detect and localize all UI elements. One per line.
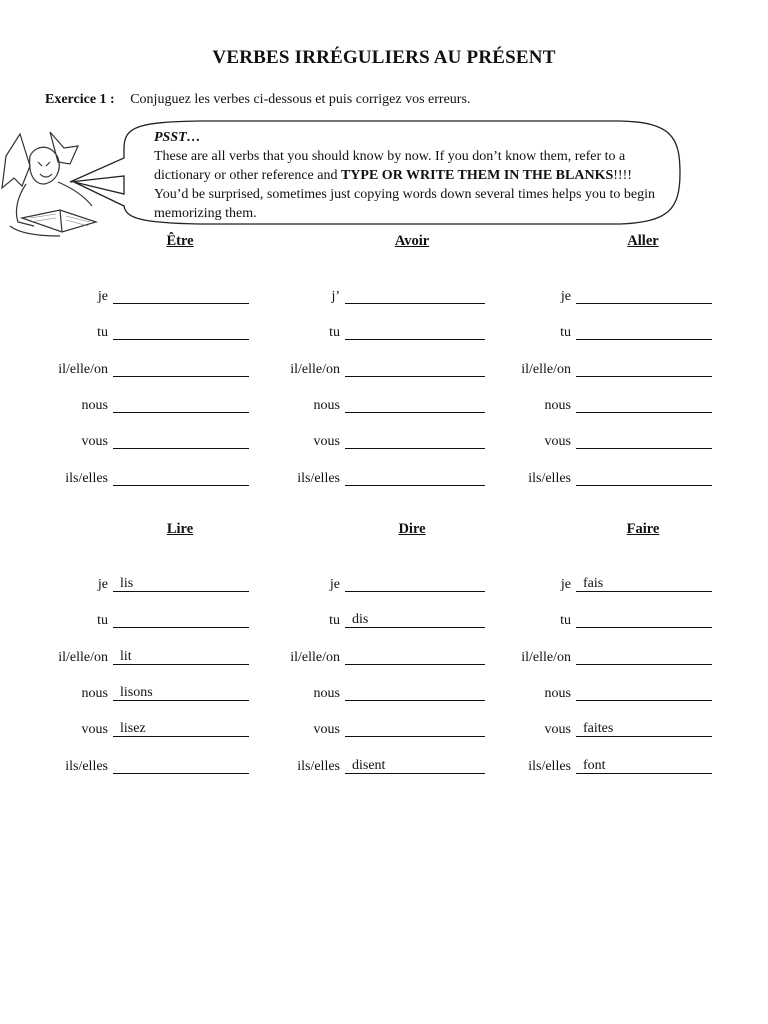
answer-blank[interactable]: font <box>576 757 712 774</box>
conjugation-row <box>463 396 571 416</box>
pronoun-label: il/elle/on <box>58 361 108 377</box>
pronoun-label: il/elle/on <box>521 649 571 665</box>
answer-blank[interactable] <box>113 611 249 628</box>
exercise-text: Conjuguez les verbes ci-dessous et puis corrigez vos erreurs. <box>130 92 471 107</box>
answer-blank[interactable] <box>113 287 249 304</box>
conjugation-row <box>463 469 571 489</box>
conjugation-row <box>463 323 571 343</box>
conjugation-row <box>0 684 153 704</box>
answer-blank[interactable]: faites <box>576 720 712 737</box>
pronoun-label: nous <box>544 685 571 701</box>
answer-blank[interactable] <box>576 684 712 701</box>
pronoun-label: tu <box>97 613 108 629</box>
verb-block-1 <box>0 233 240 493</box>
conjugation-row <box>232 360 340 380</box>
pronoun-label: ils/elles <box>528 470 571 486</box>
answer-blank[interactable] <box>576 648 712 665</box>
pronoun-label: je <box>97 289 108 304</box>
verb-block-5 <box>232 521 472 781</box>
answer-blank[interactable]: dis <box>345 611 485 628</box>
verb-title: Être <box>166 233 194 249</box>
conjugation-row <box>463 720 614 740</box>
bubble-text-part-2: !!!! You’d be surprised, sometimes just copying words down several times helps you to begin memorizing them. <box>154 168 655 221</box>
pronoun-label: tu <box>97 325 108 341</box>
answer-blank[interactable] <box>576 323 712 340</box>
answer-blank[interactable] <box>576 287 712 304</box>
pronoun-label: il/elle/on <box>290 361 340 377</box>
conjugation-row <box>463 684 571 704</box>
conjugation-row <box>232 469 340 489</box>
verb-title: Avoir <box>394 233 430 249</box>
pronoun-label: nous <box>313 397 340 413</box>
page-title: VERBES IRRÉGULIERS AU PRÉSENT <box>212 47 556 68</box>
verb-block-4 <box>0 521 240 781</box>
pronoun-label: je <box>97 577 108 592</box>
verb-block-2 <box>232 233 472 493</box>
pronoun-label: il/elle/on <box>58 649 108 665</box>
answer-blank[interactable]: lis <box>113 575 249 592</box>
answer-blank[interactable] <box>576 611 712 628</box>
pronoun-label: je <box>329 577 340 592</box>
pronoun-label: vous <box>313 434 340 450</box>
answer-blank[interactable]: lisons <box>113 684 249 701</box>
conjugation-row <box>232 287 340 307</box>
conjugation-row <box>232 323 340 343</box>
conjugation-row <box>232 611 369 631</box>
verb-title: Dire <box>398 521 426 537</box>
conjugation-row <box>232 684 340 704</box>
conjugation-row <box>232 575 340 595</box>
answer-blank[interactable] <box>113 757 249 774</box>
bubble-text-part-1: These are all verbs that you should know by now. If you don’t know them, refer to a dictionary or other reference and <box>154 149 626 183</box>
conjugation-row <box>0 396 108 416</box>
answer-blank[interactable] <box>113 396 249 413</box>
answer-blank[interactable]: fais <box>576 575 712 592</box>
conjugation-row <box>0 575 134 595</box>
verb-title: Faire <box>626 521 660 537</box>
verb-title: Lire <box>166 521 194 537</box>
pronoun-label: vous <box>544 722 571 738</box>
conjugation-row <box>463 757 606 777</box>
pronoun-label: tu <box>329 325 340 341</box>
pronoun-label: ils/elles <box>65 470 108 486</box>
pronoun-label: ils/elles <box>297 758 340 774</box>
pronoun-label: il/elle/on <box>521 361 571 377</box>
pronoun-label: vous <box>544 434 571 450</box>
conjugation-row <box>0 648 132 668</box>
pronoun-label: vous <box>81 434 108 450</box>
pronoun-label: j’ <box>331 289 340 304</box>
pronoun-label: nous <box>544 397 571 413</box>
answer-blank[interactable] <box>576 360 712 377</box>
conjugation-row <box>0 432 108 452</box>
answer-blank[interactable] <box>576 432 712 449</box>
conjugation-row <box>463 648 571 668</box>
bubble-bold-instruction: TYPE OR WRITE THEM IN THE BLANKS <box>340 168 614 183</box>
conjugation-row <box>463 287 571 307</box>
exercise-label: Exercice 1 : <box>45 92 115 107</box>
verb-block-3 <box>463 233 703 493</box>
conjugation-row <box>0 360 108 380</box>
conjugation-row <box>232 648 340 668</box>
conjugation-row <box>0 757 108 777</box>
pronoun-label: tu <box>560 325 571 341</box>
conjugation-row <box>463 432 571 452</box>
pronoun-label: il/elle/on <box>290 649 340 665</box>
exercise-instruction <box>45 92 470 108</box>
pronoun-label: tu <box>329 613 340 629</box>
answer-blank[interactable] <box>113 360 249 377</box>
pronoun-label: ils/elles <box>528 758 571 774</box>
pronoun-label: vous <box>313 722 340 738</box>
pronoun-label: nous <box>313 685 340 701</box>
pronoun-label: tu <box>560 613 571 629</box>
answer-blank[interactable] <box>113 323 249 340</box>
conjugation-row <box>0 287 108 307</box>
answer-blank[interactable] <box>113 432 249 449</box>
speech-bubble-text <box>154 128 659 223</box>
pronoun-label: vous <box>81 722 108 738</box>
pronoun-label: ils/elles <box>65 758 108 774</box>
conjugation-row <box>463 575 604 595</box>
pronoun-label: nous <box>81 397 108 413</box>
conjugation-row <box>232 432 340 452</box>
conjugation-row <box>0 611 108 631</box>
answer-blank[interactable]: lit <box>113 648 249 665</box>
bubble-heading: PSST… <box>154 130 201 145</box>
conjugation-row <box>0 720 146 740</box>
answer-blank[interactable] <box>113 469 249 486</box>
verb-block-6 <box>463 521 703 781</box>
conjugation-row <box>463 611 571 631</box>
conjugation-row <box>232 396 340 416</box>
conjugation-row <box>232 720 340 740</box>
answer-blank[interactable] <box>576 396 712 413</box>
answer-blank[interactable]: lisez <box>113 720 249 737</box>
pronoun-label: ils/elles <box>297 470 340 486</box>
pronoun-label: je <box>560 577 571 592</box>
conjugation-row <box>0 469 108 489</box>
pronoun-label: je <box>560 289 571 304</box>
conjugation-row <box>463 360 571 380</box>
pronoun-label: nous <box>81 685 108 701</box>
verb-title: Aller <box>627 233 659 249</box>
conjugation-row <box>0 323 108 343</box>
conjugation-row <box>232 757 386 777</box>
answer-blank[interactable] <box>576 469 712 486</box>
answer-blank[interactable]: disent <box>345 757 485 774</box>
